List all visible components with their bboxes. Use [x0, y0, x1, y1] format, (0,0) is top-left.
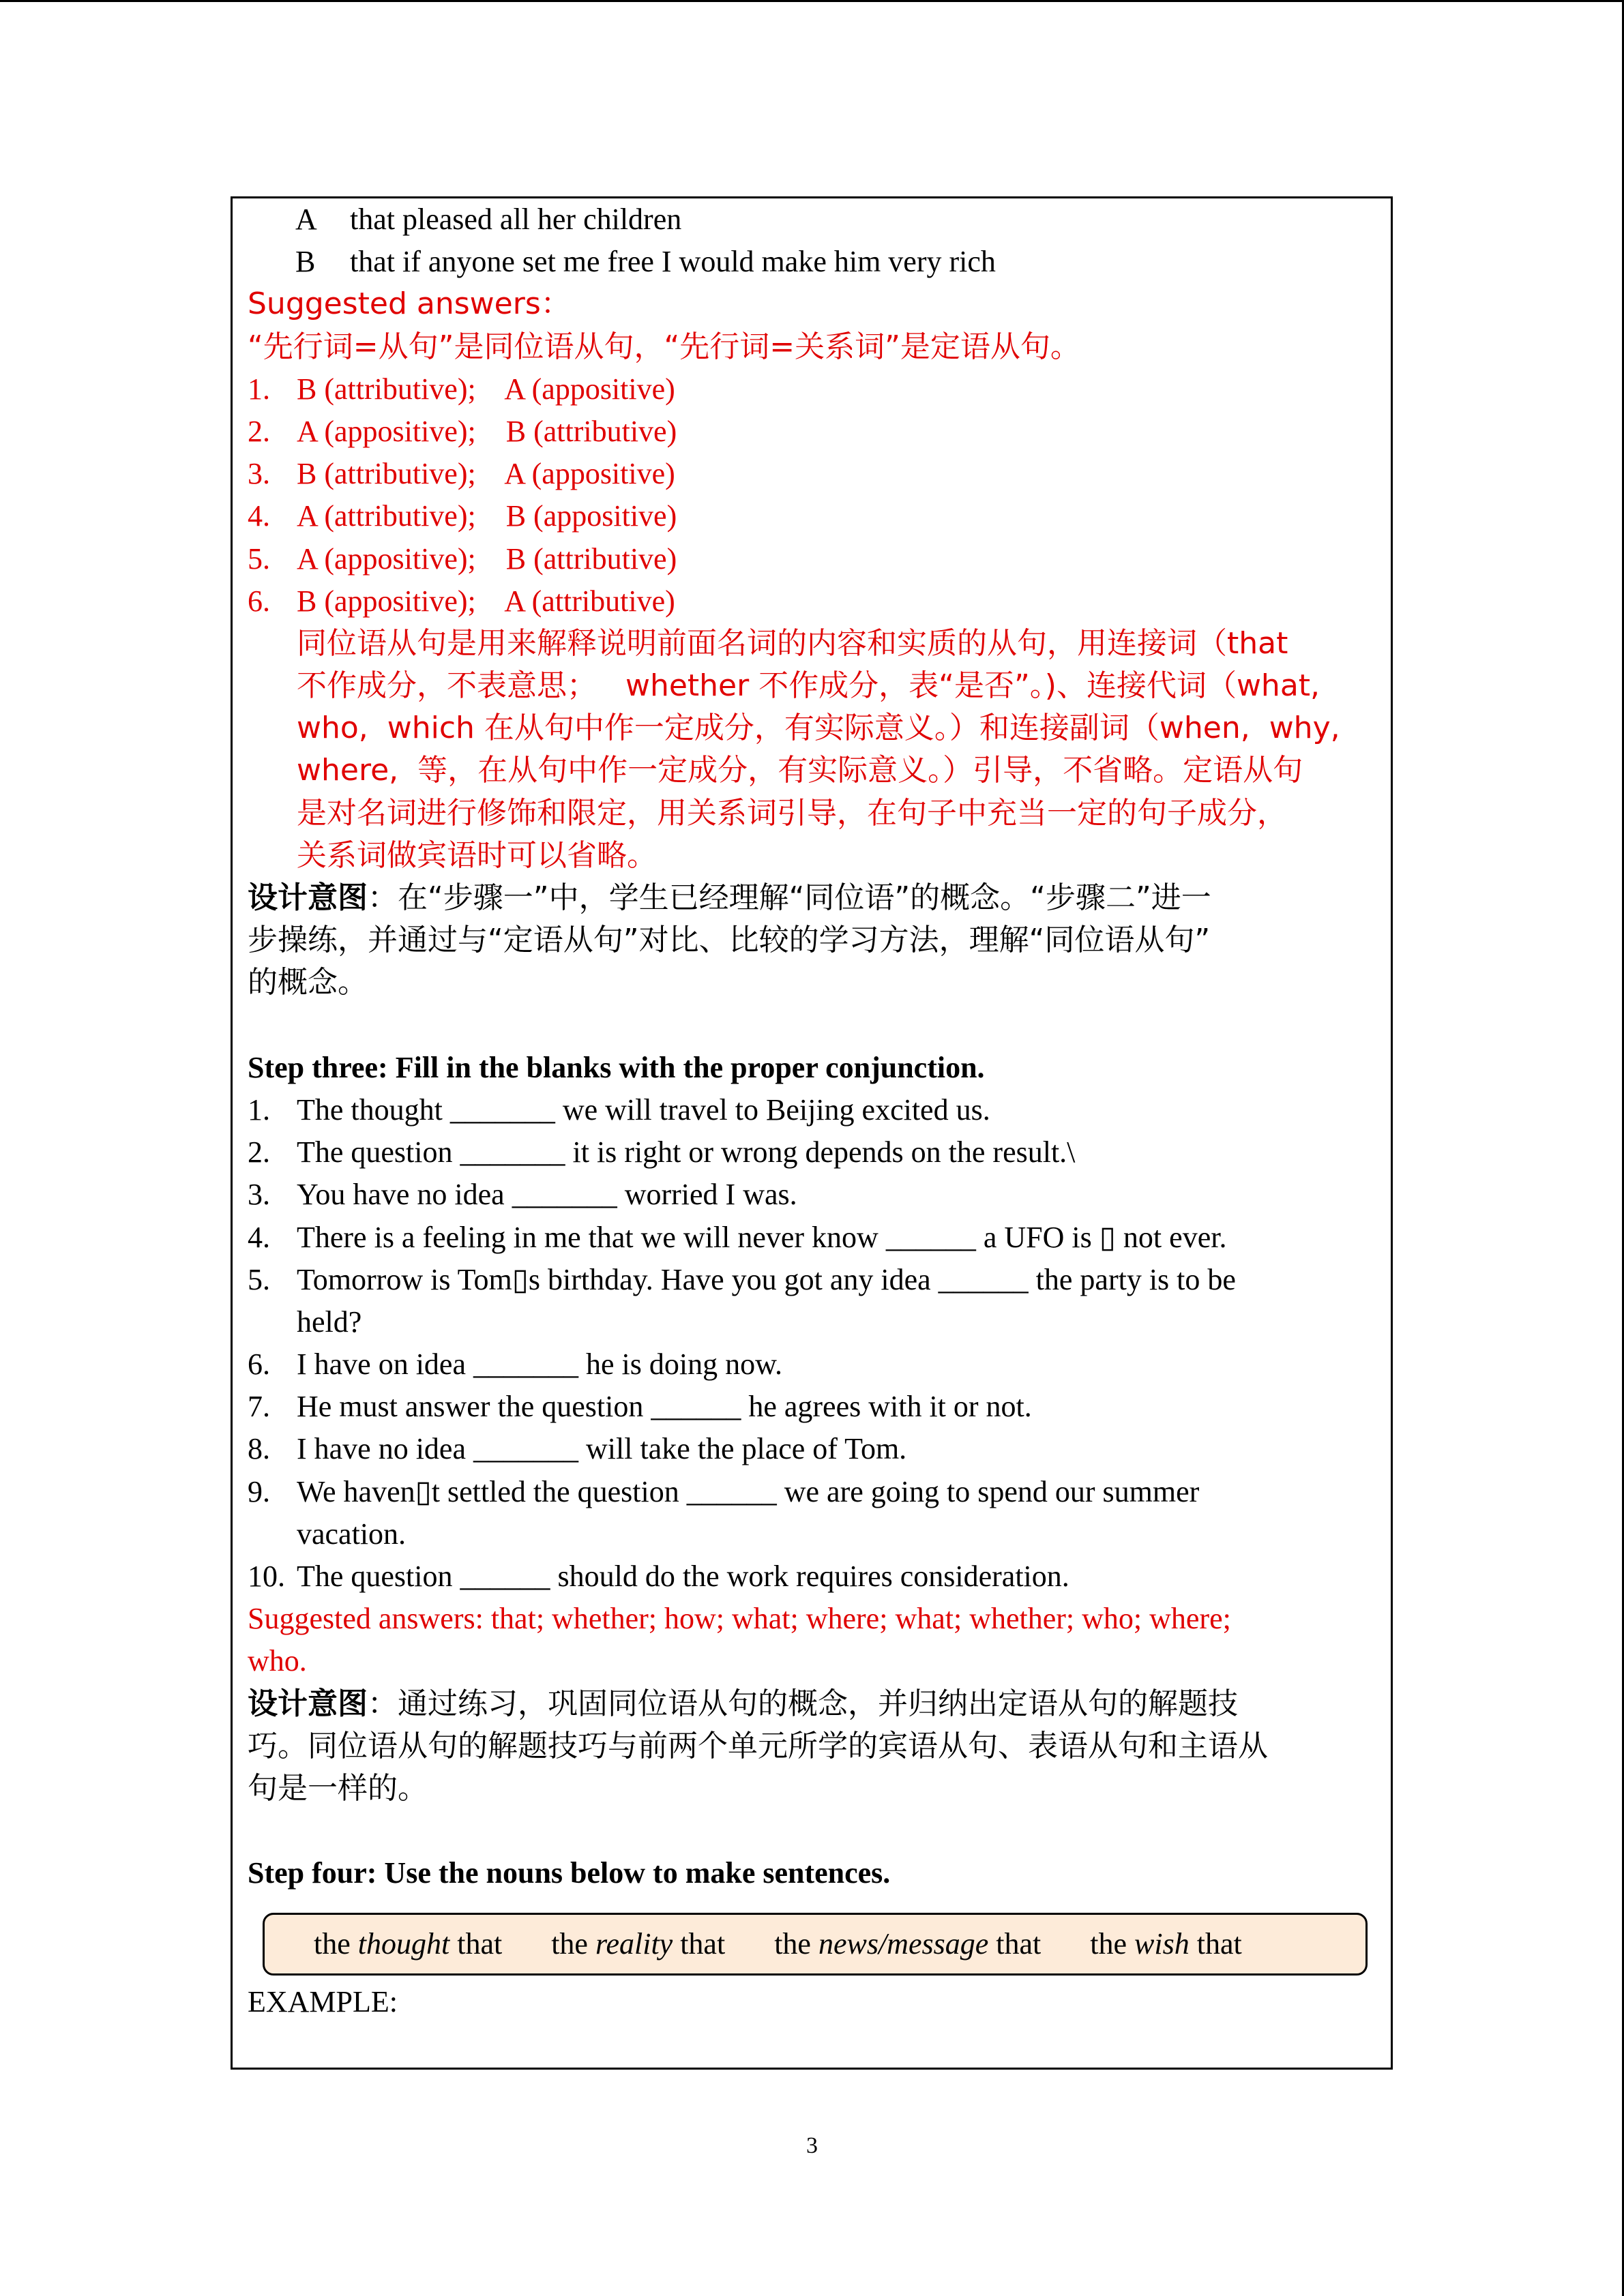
answer-4: 4. A (attributive); B (appositive)	[248, 499, 677, 533]
page-number: 3	[806, 2133, 818, 2158]
design-intent-label: 设计意图	[248, 880, 368, 915]
frame-content	[248, 198, 1381, 2023]
answer-1: 1. B (attributive); A (appositive)	[248, 372, 675, 406]
explanation-line-1: 同位语从句是用来解释说明前面名词的内容和实质的从句，用连接词（that	[297, 625, 1288, 661]
exercise-10: 10. The question ______ should do the work requires consideration.	[248, 1560, 1069, 1593]
explanation-line-3: who, which 在从句中作一定成分，有实际意义。）和连接副词（when, why,	[297, 711, 1340, 746]
suggested-answers-2-line-2: who.	[248, 1644, 307, 1678]
explanation-line-6: 关系词做宾语时可以省略。	[297, 837, 657, 873]
rule-line: “先行词=从句”是同位语从句，“先行词=关系词”是定语从句。	[248, 329, 1080, 364]
design-intent-1-line-3: 的概念。	[248, 965, 368, 1000]
exercise-2: 2. The question _______ it is right or wrong depends on the result.\	[248, 1135, 1076, 1169]
noun-phrase-thought: the thought that	[314, 1927, 503, 1960]
exercise-8: 8. I have no idea _______ will take the place of Tom.	[248, 1432, 907, 1466]
noun-phrase-reality: the reality that	[551, 1927, 726, 1960]
exercise-4: 4. There is a feeling in me that we will never know ______ a UFO is ▯ not ever.	[248, 1220, 1227, 1254]
exercise-5: 5. Tomorrow is Tom▯s birthday. Have you got any idea ______ the party is to be	[248, 1262, 1236, 1296]
example-label: EXAMPLE:	[248, 1984, 398, 2018]
answer-5: 5. A (appositive); B (attributive)	[248, 541, 677, 576]
design-intent-1-line-2: 步操练，并通过与“定语从句”对比、比较的学习方法，理解“同位语从句”	[248, 923, 1211, 958]
exercise-6: 6. I have on idea _______ he is doing now.	[248, 1347, 783, 1382]
content-frame	[231, 196, 1393, 2070]
noun-phrase-box	[263, 1913, 1368, 1976]
noun-phrase-wish: the wish that	[1090, 1927, 1242, 1960]
option-a: A that pleased all her children	[295, 203, 682, 236]
design-intent-2-line-1: 设计意图：通过练习，巩固同位语从句的概念，并归纳出定语从句的解题技	[248, 1686, 1238, 1721]
spacer	[248, 1004, 1381, 1047]
noun-phrase-news-message: the news/message that	[774, 1927, 1042, 1960]
step-four-title: Step four: Use the nouns below to make sentences.	[248, 1856, 891, 1890]
explanation-line-2: 不作成分，不表意思； whether 不作成分，表“是否”。)、连接代词（what,	[297, 668, 1320, 704]
exercise-1: 1. The thought _______ we will travel to Beijing excited us.	[248, 1092, 990, 1127]
exercise-5-cont: held?	[297, 1304, 362, 1339]
answer-2: 2. A (appositive); B (attributive)	[248, 414, 677, 448]
suggested-answers-title: Suggested answers：	[248, 286, 571, 322]
spacer	[248, 1810, 1381, 1852]
explanation-line-4: where, 等，在从句中作一定成分，有实际意义。）引导，不省略。定语从句	[297, 753, 1303, 788]
design-intent-1-line-1: 设计意图：在“步骤一”中，学生已经理解“同位语”的概念。“步骤二”进一	[248, 880, 1211, 915]
exercise-9-cont: vacation.	[297, 1517, 407, 1551]
design-intent-2-line-2: 巧。同位语从句的解题技巧与前两个单元所学的宾语从句、表语从句和主语从	[248, 1728, 1268, 1763]
option-b: B that if anyone set me free I would make him very rich	[295, 245, 996, 279]
exercise-7: 7. He must answer the question ______ he agrees with it or not.	[248, 1390, 1032, 1424]
page-top-edge	[0, 0, 1624, 2]
answer-3: 3. B (attributive); A (appositive)	[248, 457, 675, 491]
explanation-line-5: 是对名词进行修饰和限定，用关系词引导，在句子中充当一定的句子成分，	[297, 795, 1287, 831]
step-three-title: Step three: Fill in the blanks with the proper conjunction.	[248, 1050, 985, 1084]
exercise-3: 3. You have no idea _______ worried I was.	[248, 1178, 797, 1212]
exercise-9: 9. We haven▯t settled the question ______ we are going to spend our summer	[248, 1474, 1200, 1508]
answer-6: 6. B (appositive); A (attributive)	[248, 584, 675, 618]
suggested-answers-2-line-1: Suggested answers: that; whether; how; what; where; what; whether; who; where;	[248, 1602, 1231, 1636]
design-intent-2-line-3: 句是一样的。	[248, 1770, 428, 1806]
design-intent-label: 设计意图	[248, 1686, 368, 1721]
